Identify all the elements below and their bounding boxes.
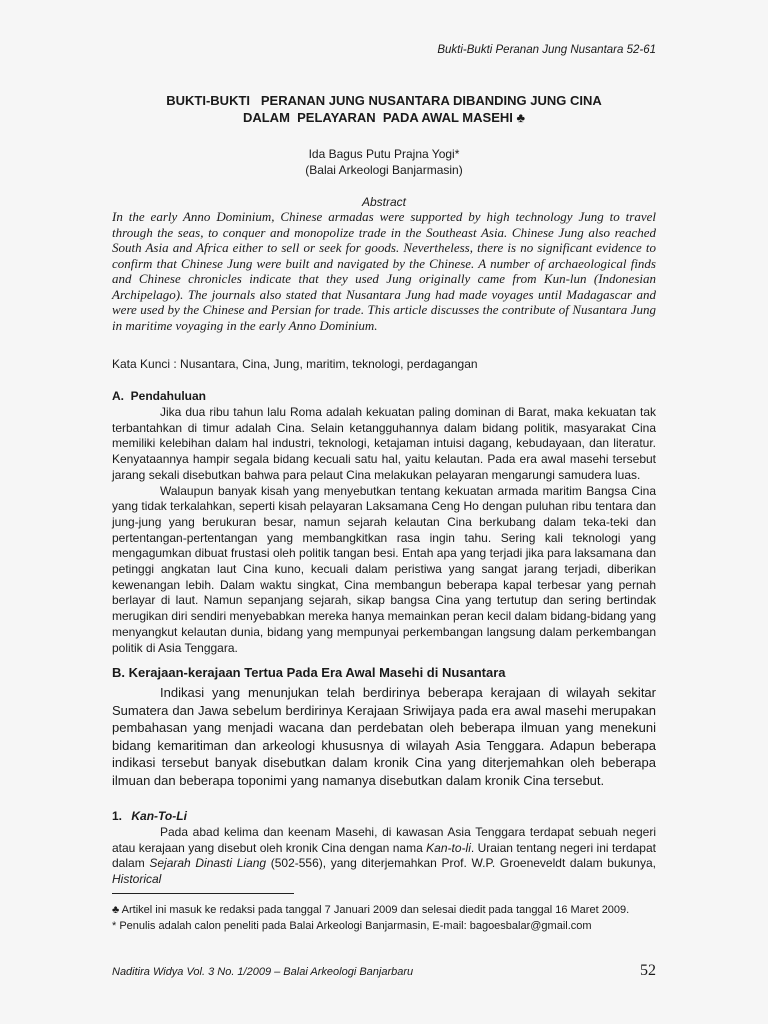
section-a-body bbox=[112, 405, 656, 656]
subsection-1-heading bbox=[112, 809, 187, 823]
running-head: Bukti-Bukti Peranan Jung Nusantara 52-61 bbox=[437, 44, 656, 56]
section-a-paragraph-2: Walaupun banyak kisah yang menyebutkan tentang kekuatan armada maritim Bangsa Cina yang tidak terkalahkan, seperti kisah pelayaran Laksamana Ceng Ho dengan puluhan ribu tentara dan jung-jung yang berukuran besar, namun sejarah kelautan Cina berkubang dalam teka-teki dan pertentangan-pertentangan yang membangkitkan rasa ingin tahu. Sering kali teknologi yang mengagumkan dibuat frustasi oleh politik tangan besi. Entah apa yang terjadi jika para laksamana dan petinggi angkatan laut Cina kuno, kecuali dalam peristiwa yang sangat jarang terjadi, diberikan kewenangan lebih. Dalam waktu singkat, Cina membangun beberapa kapal terbesar yang pernah berlayar di laut. Namun sepanjang sejarah, sikap bangsa Cina yang tertutup dan sering bertindak merugikan diri sendiri menyebabkan mereka hanya memainkan peran kecil dalam bidang-bidang yang menyangkut kelautan dunia, bidang yang mempunyai perkembangan langsung dalam perkembangan politik di Asia Tenggara. bbox=[112, 483, 656, 655]
section-b-heading: B. Kerajaan-kerajaan Tertua Pada Era Awal Masehi di Nusantara bbox=[112, 665, 506, 680]
footnotes bbox=[112, 902, 656, 934]
book-title: Historical bbox=[112, 872, 162, 887]
author-affiliation: (Balai Arkeologi Banjarmasin) bbox=[305, 163, 463, 177]
subsection-1-paragraph bbox=[112, 825, 656, 888]
text-run: . Uraian tentang negeri ini terdapat dalam bbox=[112, 840, 656, 871]
footnote-rule bbox=[112, 893, 294, 894]
article-title bbox=[112, 92, 656, 126]
kingdom-name: Kan-to-li bbox=[426, 840, 471, 855]
subsection-title: Kan-To-Li bbox=[131, 809, 187, 823]
keywords: Kata Kunci : Nusantara, Cina, Jung, maritim, teknologi, perdagangan bbox=[112, 357, 478, 371]
page-number: 52 bbox=[640, 962, 656, 979]
footnote-2: * Penulis adalah calon peneliti pada Balai Arkeologi Banjarmasin, E-mail: bagoesbalar@gmail.com bbox=[112, 920, 592, 932]
section-b-paragraph-1: Indikasi yang menunjukan telah berdirinya beberapa kerajaan di wilayah sekitar Sumatera dan Jawa sebelum berdirinya Kerajaan Sriwijaya pada era awal masehi merupakan pembahasan yang menjadi wacana dan perdebatan oleh beberapa ilmuan yang menekuni bidang kemaritiman dan arkeologi khususnya di wilayah Asia Tenggara. Adapun beberapa indikasi tersebut banyak disebutkan dalam kronik Cina yang diterjemahkan oleh beberapa ilmuan dan beberapa toponimi yang namanya disebutkan dalam kronik Cina tersebut. bbox=[112, 685, 656, 788]
section-a-paragraph-1: Jika dua ribu tahun lalu Roma adalah kekuatan paling dominan di Barat, maka kekuatan tak terbantahkan di timur adalah Cina. Selain ketangguhannya dalam bidang politik, masyarakat Cina memiliki kelebihan dalam hal industri, teknologi, ketajaman intuisi dagang, kebudayaan, dan literatur. Kenyataannya hampir segala bidang kecuali satu hal, yaitu kelautan. Pada era awal masehi tersebut jarang sekali disebutkan bahwa para pelaut Cina melakukan pelayaran mengarungi samudera luas. bbox=[112, 405, 656, 482]
abstract-text: In the early Anno Dominium, Chinese armadas were supported by high technology Jung to travel through the seas, to conquer and monopolize trade in the Southeast Asia. Chinese Jung also reached South Asia and Africa either to sell or seek for goods. Nevertheless, there is no significant evidence to confirm that Chinese Jung were built and navigated by the Chinese. A number of archaeological finds and Chinese chronicles indicate that they used Jung originally came from Kun-lun (Indonesian Archipelago). The journals also stated that Nusantara Jung had made voyages until Madagascar and were used by the Chinese and Persian for trade. This article discusses the contribute of Nusantara Jung in maritime voyaging in the early Anno Dominium. bbox=[112, 209, 656, 333]
journal-footer: Naditira Widya Vol. 3 No. 1/2009 – Balai Arkeologi Banjarbaru bbox=[112, 966, 414, 978]
subsection-1-body bbox=[112, 825, 656, 888]
abstract-heading: Abstract bbox=[361, 195, 406, 209]
source-title: Sejarah Dinasti Liang bbox=[149, 856, 267, 871]
section-b-body bbox=[112, 684, 656, 789]
author-name: Ida Bagus Putu Prajna Yogi* bbox=[308, 147, 460, 161]
section-a-heading: A. Pendahuluan bbox=[112, 389, 207, 403]
text-run: Pada abad kelima dan keenam Masehi, di kawasan Asia Tenggara terdapat sebuah negeri atau kerajaan yang disebut oleh kronik Cina dengan nama bbox=[112, 825, 656, 855]
text-run: (502-556), yang diterjemahkan Prof. W.P. Groeneveldt dalam bukunya, bbox=[266, 856, 656, 871]
footnote-1: ♣ Artikel ini masuk ke redaksi pada tanggal 7 Januari 2009 dan selesai diedit pada tanggal 16 Maret 2009. bbox=[112, 904, 630, 916]
subsection-number: 1. bbox=[112, 809, 123, 823]
author-block bbox=[112, 146, 656, 178]
title-line-1: BUKTI-BUKTI PERANAN JUNG NUSANTARA DIBANDING JUNG CINA bbox=[166, 93, 602, 108]
title-line-2: DALAM PELAYARAN PADA AWAL MASEHI ♣ bbox=[242, 110, 526, 125]
